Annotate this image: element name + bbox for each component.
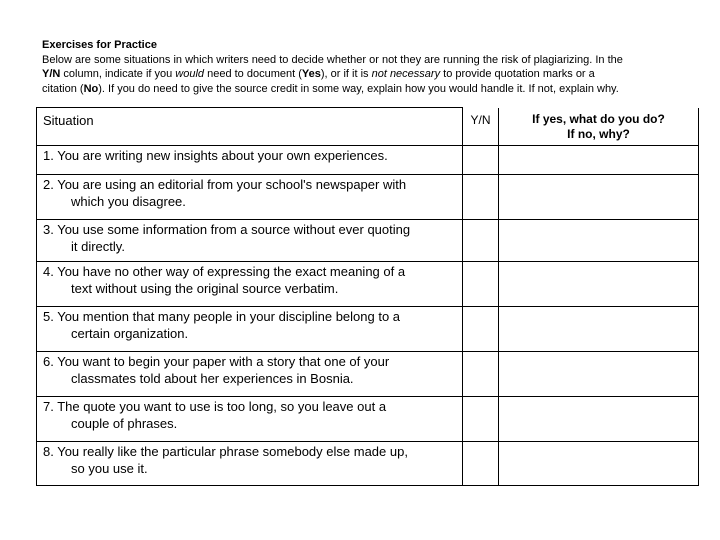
yn-answer-cell[interactable] (463, 146, 499, 175)
yn-header (463, 108, 499, 146)
table-row (37, 397, 699, 442)
table-row (37, 220, 699, 262)
instructions-text: column, indicate if you (60, 68, 176, 80)
yn-answer-cell[interactable] (463, 352, 499, 397)
answer-header (499, 108, 699, 146)
situation-text: 5. You mention that many people in your discipline belong to a certain organization. (43, 309, 401, 341)
table-header-row (37, 108, 699, 146)
explanation-cell[interactable] (499, 352, 699, 397)
explanation-cell[interactable] (499, 397, 699, 442)
yn-answer-cell[interactable] (463, 262, 499, 307)
table-row (37, 146, 699, 175)
explanation-cell[interactable] (499, 442, 699, 486)
yn-answer-cell[interactable] (463, 442, 499, 486)
situation-cell (37, 397, 463, 442)
answer-header-line-1: If yes, what do you do? (532, 111, 665, 126)
situation-cell (37, 146, 463, 175)
instructions-text: to provide quotation marks or a (440, 68, 595, 80)
exercise-title: Exercises for Practice (42, 39, 157, 51)
situation-cell (37, 220, 463, 262)
situation-text: 1. You are writing new insights about your own experiences. (43, 148, 388, 163)
explanation-cell[interactable] (499, 146, 699, 175)
situation-cell (37, 175, 463, 220)
yes-term: Yes (301, 68, 321, 80)
would-term: would (175, 68, 205, 80)
situation-text: 4. You have no other way of expressing the exact meaning of a text without using the original source verbatim. (43, 264, 406, 296)
instructions-text: need to document ( (204, 68, 302, 80)
yn-term: Y/N (42, 68, 61, 80)
yn-answer-cell[interactable] (463, 220, 499, 262)
situation-text: 3. You use some information from a source without ever quoting it directly. (43, 222, 411, 254)
no-term: No (83, 82, 99, 95)
instructions-text: ), or if it is (320, 68, 372, 80)
situation-cell (37, 307, 463, 352)
explanation-cell[interactable] (499, 220, 699, 262)
table-row (37, 307, 699, 352)
not-necessary-term: not necessary (371, 68, 441, 80)
situation-cell (37, 352, 463, 397)
explanation-cell[interactable] (499, 175, 699, 220)
explanation-cell[interactable] (499, 262, 699, 307)
yn-header-label: Y/N (470, 112, 491, 127)
yn-answer-cell[interactable] (463, 307, 499, 352)
instructions (42, 38, 682, 96)
situation-header-label: Situation (43, 113, 94, 128)
situation-cell (37, 442, 463, 486)
situation-text: 8. You really like the particular phrase somebody else made up, so you use it. (43, 444, 408, 476)
table-row (37, 175, 699, 220)
table-row (37, 352, 699, 397)
table-row (37, 262, 699, 307)
yn-answer-cell[interactable] (463, 397, 499, 442)
situation-text: 6. You want to begin your paper with a story that one of your classmates told about her experiences in Bosnia. (43, 354, 390, 386)
table-row (37, 442, 699, 486)
situation-header (37, 108, 463, 146)
instructions-line-1: Below are some situations in which writers need to decide whether or not they are running the risk of plagiarizing. In the (42, 53, 623, 66)
yn-answer-cell[interactable] (463, 175, 499, 220)
situation-text: 2. You are using an editorial from your school's newspaper with which you disagree. (43, 177, 407, 209)
situation-text: 7. The quote you want to use is too long, so you leave out a couple of phrases. (43, 399, 387, 431)
instructions-text: ). If you do need to give the source credit in some way, explain how you would handle it. If not, explain why. (98, 82, 619, 95)
situations-table (36, 107, 699, 486)
situation-cell (37, 262, 463, 307)
instructions-text: citation ( (42, 82, 84, 95)
answer-header-line-2: If no, why? (567, 126, 630, 141)
explanation-cell[interactable] (499, 307, 699, 352)
answer-header-label (499, 108, 698, 142)
